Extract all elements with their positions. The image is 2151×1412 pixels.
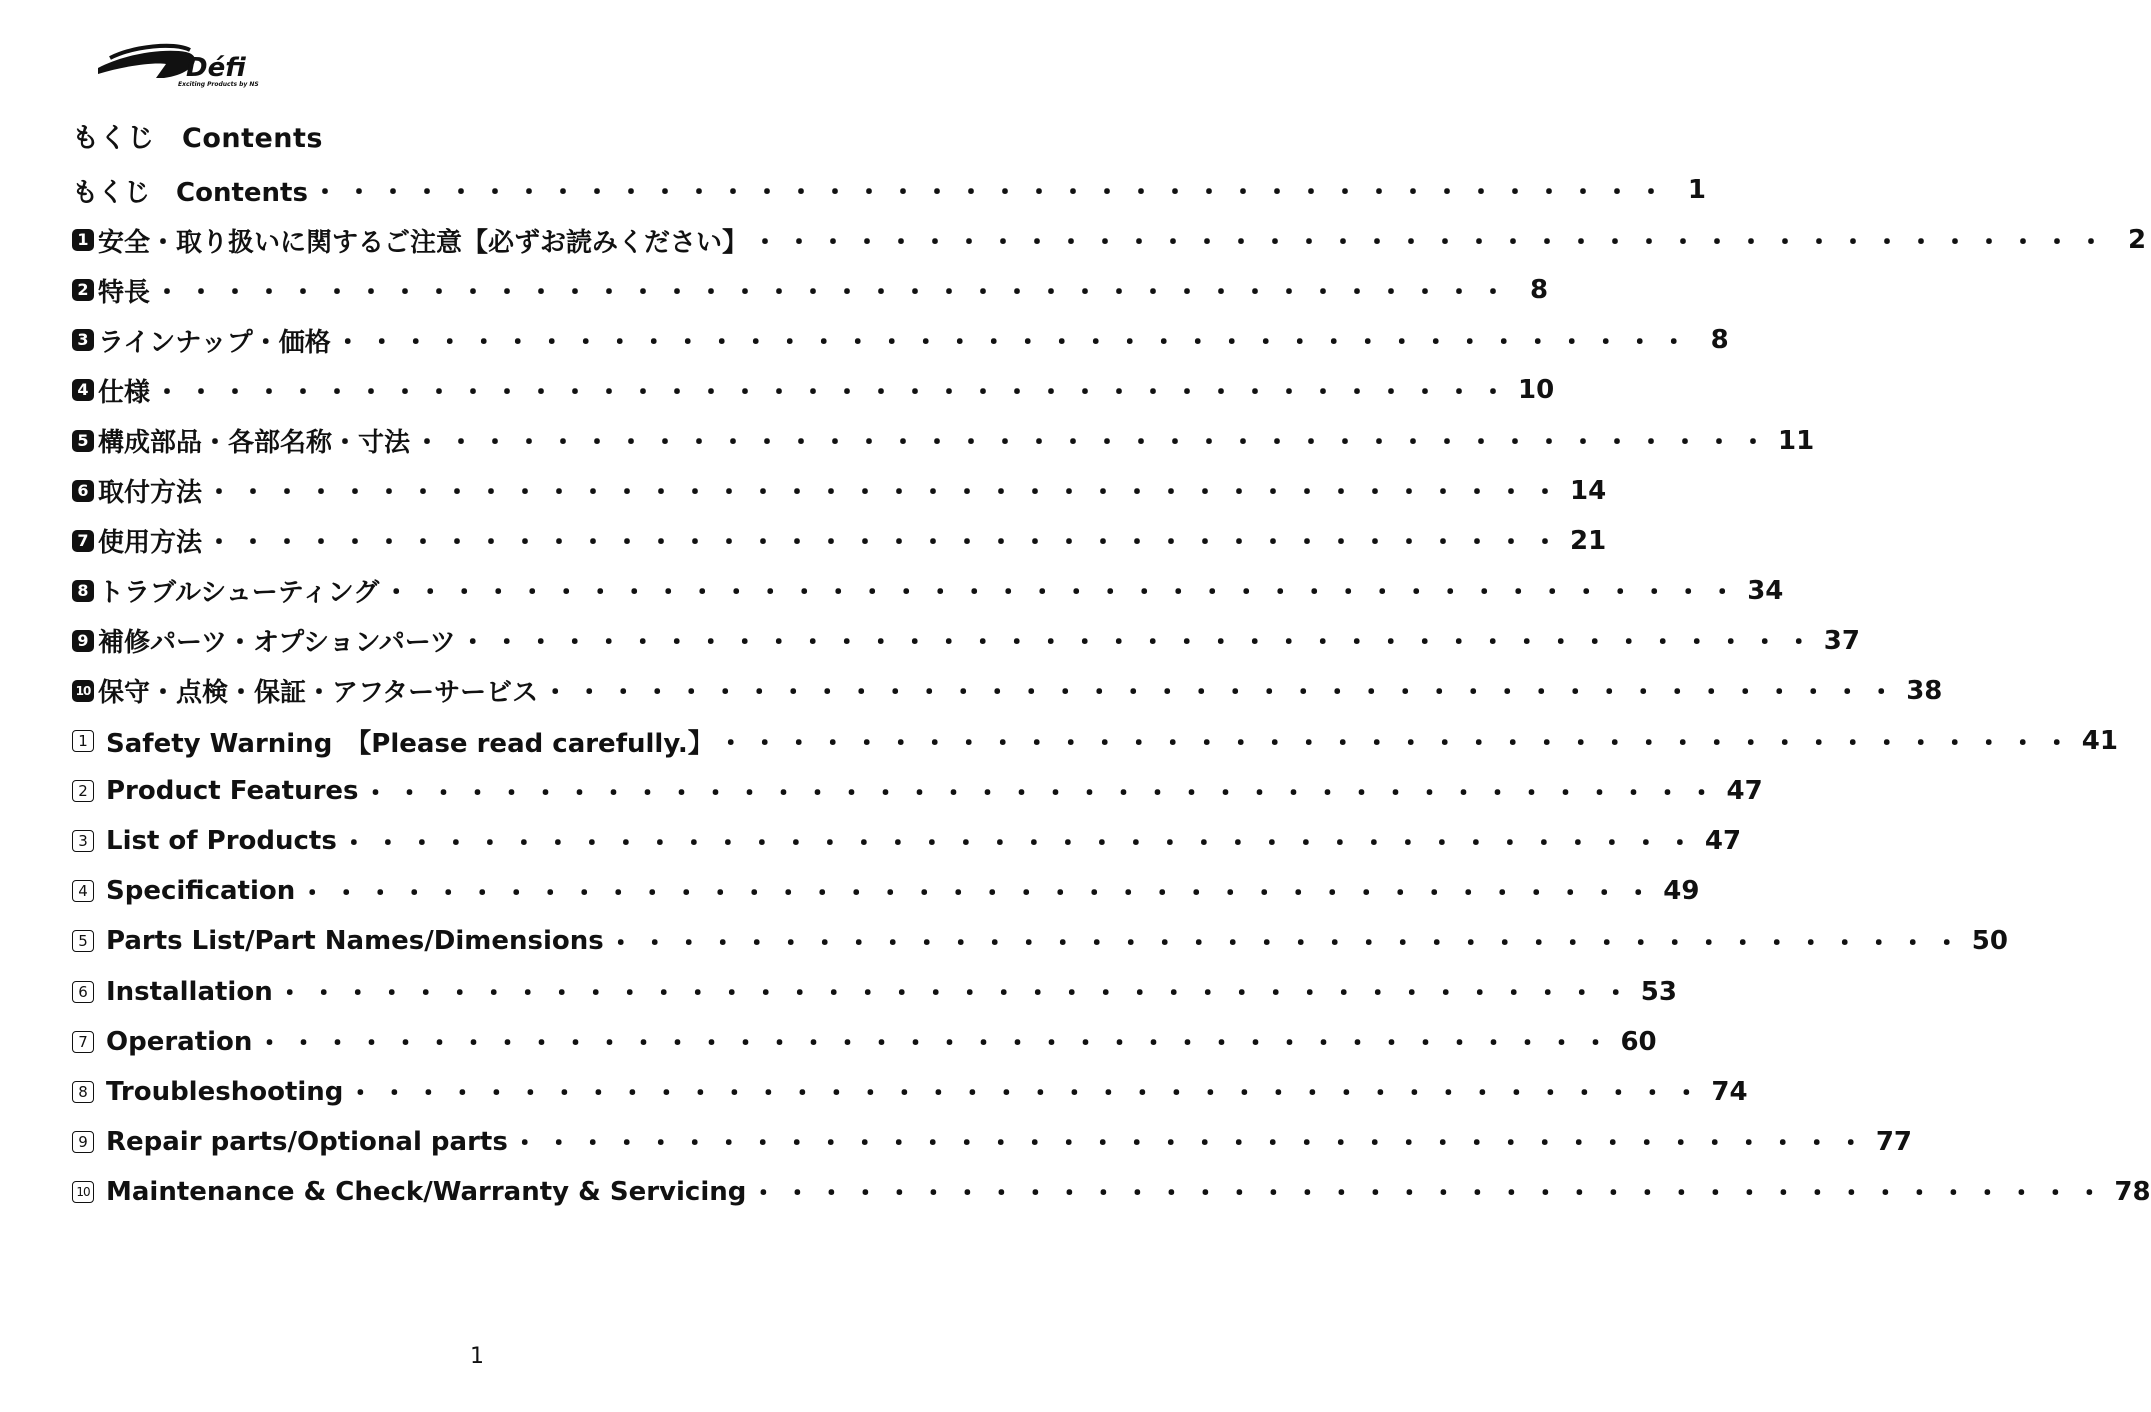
toc-number-badge: 7: [72, 530, 94, 552]
toc-page-number: 38: [1906, 675, 1943, 706]
toc-row[interactable]: [72, 165, 1706, 215]
toc-dot-leader: ・・・・・・・・・・・・・・・・・・・・・・・・・・・・・・・・・・・・・・・・: [383, 578, 1744, 609]
page-heading: もくじ Contents: [72, 123, 324, 154]
toc-row[interactable]: [72, 666, 1943, 716]
toc-label: Maintenance & Check/Warranty & Servicing: [106, 1176, 747, 1207]
toc-dot-leader: ・・・・・・・・・・・・・・・・・・・・・・・・・・・・・・・・・・・・・・・・: [511, 1129, 1872, 1160]
toc-page-number: 11: [1778, 425, 1815, 456]
toc-page-number: 8: [1529, 275, 1549, 306]
toc-number-badge: 3: [72, 830, 94, 852]
toc-page-number: 10: [1518, 375, 1555, 406]
toc-row[interactable]: [72, 566, 1784, 616]
toc-dot-leader: ・・・・・・・・・・・・・・・・・・・・・・・・・・・・・・・・・・・・・・・・: [607, 928, 1968, 959]
toc-row[interactable]: [72, 616, 1860, 666]
toc-page-number: 47: [1726, 776, 1763, 807]
toc-row[interactable]: [72, 365, 1555, 415]
toc-dot-leader: ・・・・・・・・・・・・・・・・・・・・・・・・・・・・・・・・・・・・・・・・: [362, 778, 1723, 809]
logo-text: Défi: [186, 53, 246, 83]
table-of-contents: [72, 165, 2151, 1217]
toc-row[interactable]: [72, 766, 1763, 816]
toc-label: 使用方法: [98, 528, 203, 559]
toc-number-badge: 5: [72, 930, 94, 952]
toc-label: Repair parts/Optional parts: [106, 1126, 508, 1157]
toc-dot-leader: ・・・・・・・・・・・・・・・・・・・・・・・・・・・・・・・・・・・・・・・・: [206, 528, 1567, 559]
toc-label: Safety Warning 【Please read carefully.】: [106, 728, 714, 759]
toc-dot-leader: ・・・・・・・・・・・・・・・・・・・・・・・・・・・・・・・・・・・・・・・・: [542, 678, 1903, 709]
toc-page-number: 77: [1875, 1126, 1912, 1157]
toc-number-badge: 8: [72, 580, 94, 602]
defi-logo: [94, 44, 294, 90]
toc-row[interactable]: [72, 816, 1742, 866]
toc-number-badge: 10: [72, 680, 94, 702]
toc-page-number: 21: [1570, 525, 1607, 556]
toc-dot-leader: ・・・・・・・・・・・・・・・・・・・・・・・・・・・・・・・・・・・・・・・・: [752, 227, 2113, 258]
toc-number-badge: 9: [72, 630, 94, 652]
toc-row[interactable]: [72, 716, 2118, 766]
toc-dot-leader: ・・・・・・・・・・・・・・・・・・・・・・・・・・・・・・・・・・・・・・・・: [334, 327, 1695, 358]
toc-dot-leader: ・・・・・・・・・・・・・・・・・・・・・・・・・・・・・・・・・・・・・・・・: [206, 478, 1567, 509]
toc-page-number: 34: [1747, 575, 1784, 606]
toc-dot-leader: ・・・・・・・・・・・・・・・・・・・・・・・・・・・・・・・・・・・・・・・・: [154, 377, 1515, 408]
toc-dot-leader: ・・・・・・・・・・・・・・・・・・・・・・・・・・・・・・・・・・・・・・・・: [276, 979, 1637, 1010]
toc-number-badge: 9: [72, 1131, 94, 1153]
toc-label: ラインナップ・価格: [98, 327, 331, 358]
toc-label: 構成部品・各部名称・寸法: [98, 428, 411, 459]
toc-row[interactable]: [72, 1067, 1748, 1117]
toc-number-badge: 6: [72, 480, 94, 502]
toc-dot-leader: ・・・・・・・・・・・・・・・・・・・・・・・・・・・・・・・・・・・・・・・・: [414, 428, 1775, 459]
toc-dot-leader: ・・・・・・・・・・・・・・・・・・・・・・・・・・・・・・・・・・・・・・・・: [717, 728, 2078, 759]
toc-label: 補修パーツ・オプションパーツ: [98, 628, 456, 659]
toc-page-number: 78: [2114, 1176, 2151, 1207]
toc-number-badge: 2: [72, 279, 94, 301]
toc-row[interactable]: [72, 1117, 1912, 1167]
toc-label: トラブルシューティング: [98, 578, 380, 609]
toc-label: Product Features: [106, 776, 359, 807]
toc-row[interactable]: [72, 215, 2147, 265]
toc-row[interactable]: [72, 315, 1729, 365]
toc-page-number: 53: [1640, 976, 1677, 1007]
toc-dot-leader: ・・・・・・・・・・・・・・・・・・・・・・・・・・・・・・・・・・・・・・・・: [347, 1079, 1708, 1110]
toc-row[interactable]: [72, 916, 2008, 966]
toc-dot-leader: ・・・・・・・・・・・・・・・・・・・・・・・・・・・・・・・・・・・・・・・・: [154, 277, 1515, 308]
toc-label: 特長: [98, 277, 151, 308]
toc-number-badge: 5: [72, 430, 94, 452]
toc-row[interactable]: [72, 1017, 1657, 1067]
toc-number-badge: 7: [72, 1031, 94, 1053]
toc-dot-leader: ・・・・・・・・・・・・・・・・・・・・・・・・・・・・・・・・・・・・・・・・: [750, 1179, 2111, 1210]
page-number: 1: [470, 1344, 484, 1369]
toc-page-number: 37: [1823, 625, 1860, 656]
toc-label: Parts List/Part Names/Dimensions: [106, 926, 604, 957]
toc-dot-leader: ・・・・・・・・・・・・・・・・・・・・・・・・・・・・・・・・・・・・・・・・: [256, 1029, 1617, 1060]
logo-tagline: Exciting Products by NS: [178, 81, 259, 88]
toc-page-number: 49: [1663, 876, 1700, 907]
toc-number-badge: 4: [72, 880, 94, 902]
defi-logo-mark: [94, 44, 294, 90]
toc-row[interactable]: [72, 265, 1549, 315]
toc-label: もくじ Contents: [72, 177, 308, 208]
toc-number-badge: 6: [72, 981, 94, 1003]
toc-label: Troubleshooting: [106, 1076, 344, 1107]
toc-number-badge: 1: [72, 730, 94, 752]
toc-row[interactable]: [72, 1167, 2151, 1217]
toc-row[interactable]: [72, 967, 1677, 1017]
toc-page-number: 47: [1704, 826, 1742, 857]
toc-label: Operation: [106, 1026, 253, 1057]
toc-page-number: 74: [1711, 1076, 1748, 1107]
toc-number-badge: 2: [72, 780, 94, 802]
toc-label: 保守・点検・保証・アフターサービス: [98, 678, 539, 709]
toc-label: 仕様: [98, 377, 151, 408]
toc-number-badge: 8: [72, 1081, 94, 1103]
toc-number-badge: 3: [72, 329, 94, 351]
toc-row[interactable]: [72, 466, 1607, 516]
toc-page-number: 14: [1570, 475, 1607, 506]
toc-label: List of Products: [106, 826, 337, 857]
toc-number-badge: 10: [72, 1181, 94, 1203]
toc-row[interactable]: [72, 516, 1607, 566]
toc-row[interactable]: [72, 866, 1700, 916]
toc-number-badge: 1: [72, 229, 94, 251]
toc-page-number: 41: [2081, 726, 2118, 757]
toc-page-number: 60: [1620, 1026, 1657, 1057]
toc-page-number: 1: [1687, 175, 1706, 206]
toc-dot-leader: ・・・・・・・・・・・・・・・・・・・・・・・・・・・・・・・・・・・・・・・・: [311, 177, 1672, 208]
toc-row[interactable]: [72, 415, 1815, 465]
toc-dot-leader: ・・・・・・・・・・・・・・・・・・・・・・・・・・・・・・・・・・・・・・・・: [459, 628, 1820, 659]
toc-label: Specification: [106, 876, 296, 907]
toc-label: Installation: [106, 976, 273, 1007]
toc-page-number: 8: [1710, 325, 1729, 356]
toc-label: 安全・取り扱いに関するご注意【必ずお読みください】: [98, 227, 749, 258]
toc-dot-leader: ・・・・・・・・・・・・・・・・・・・・・・・・・・・・・・・・・・・・・・・・: [299, 878, 1660, 909]
toc-label: 取付方法: [98, 478, 203, 509]
toc-page-number: 50: [1971, 926, 2008, 957]
toc-page-number: 2: [2127, 225, 2147, 256]
toc-number-badge: 4: [72, 379, 94, 401]
toc-dot-leader: ・・・・・・・・・・・・・・・・・・・・・・・・・・・・・・・・・・・・・・・・: [340, 828, 1701, 859]
